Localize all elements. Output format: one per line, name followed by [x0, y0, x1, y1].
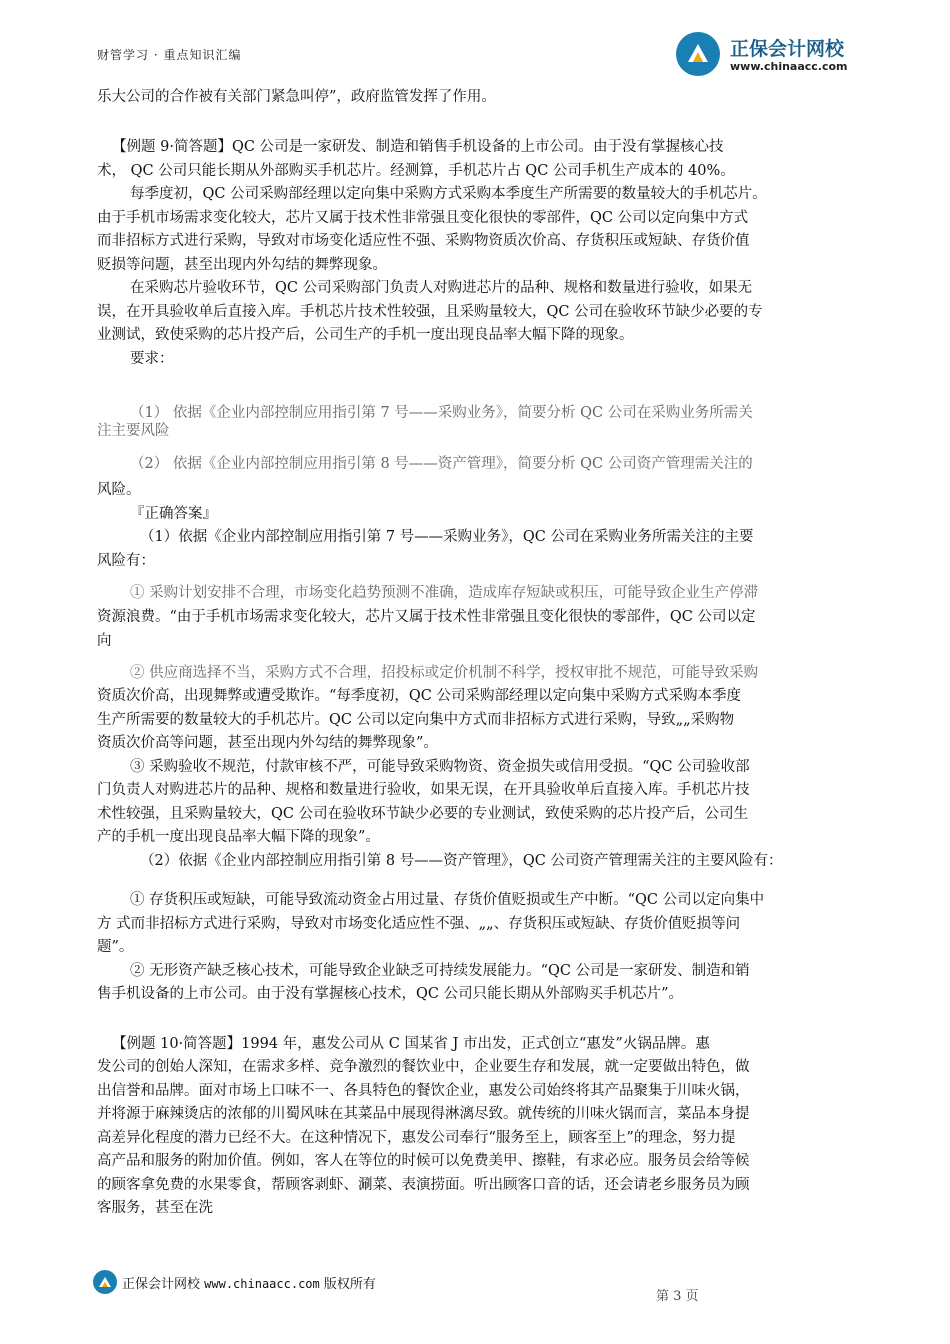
example-title-line: 【例题 9·简答题】QC 公司是一家研发、制造和销售手机设备的上市公司。由于没有掌握核心技 — [112, 139, 724, 155]
text-line: 客服务，甚至在洗 — [97, 1200, 213, 1216]
text-line: 生产所需要的数量较大的手机芯片。QC 公司以定向集中方式而非招标方式进行采购，导致„„采购物 — [97, 712, 735, 728]
footer-logo-icon — [93, 1270, 117, 1294]
text-line: 风险。 — [97, 482, 141, 498]
text-line: （1）依据《企业内部控制应用指引第 7 号——采购业务》，QC 公司在采购业务所需关注的主要 — [140, 529, 754, 545]
footer-brand: 正保会计网校 — [122, 1277, 201, 1292]
footer-site-link[interactable]: www.chinaacc.com — [204, 1277, 320, 1291]
site-logo[interactable] — [676, 30, 896, 80]
text-line-clipped: ② 供应商选择不当，采购方式不合理，招投标或定价机制不科学，授权审批不规范，可能导致采购 — [130, 665, 759, 681]
text-line: 贬损等问题，甚至出现内外勾结的舞弊现象。 — [97, 257, 387, 273]
text-line: 资源浪费。“由于手机市场需求变化较大，芯片又属于技术性非常强且变化很快的零部件，QC 公司以定 — [97, 609, 756, 625]
text-line: 高差异化程度的潜力已经不大。在这种情况下，惠发公司奉行“服务至上，顾客至上”的理念，努力提 — [97, 1130, 736, 1146]
text-line: 由于手机市场需求变化较大，芯片又属于技术性非常强且变化很快的零部件，QC 公司以定向集中方式 — [97, 210, 749, 226]
text-line: （2）依据《企业内部控制应用指引第 8 号——资产管理》，QC 公司资产管理需关注的主要风险有： — [140, 853, 783, 869]
requirement-label: 要求： — [130, 351, 174, 367]
text-line: 高产品和服务的附加价值。例如，客人在等位的时候可以免费美甲、擦鞋，有求必应。服务员会给等候 — [97, 1153, 750, 1169]
text-line-clipped: 向 — [97, 633, 112, 649]
text-line: 的顾客拿免费的水果零食，帮顾客剥虾、涮菜、表演捞面。听出顾客口音的话，还会请老乡服务员为顾 — [97, 1177, 750, 1193]
text-line: 售手机设备的上市公司。由于没有掌握核心技术，QC 公司只能长期从外部购买手机芯片”。 — [97, 986, 684, 1002]
footer-rights: 版权所有 — [323, 1277, 376, 1292]
footer-copyright — [122, 1273, 376, 1292]
text-line: 发公司的创始人深知，在需求多样、竞争激烈的餐饮业中，企业要生存和发展，就一定要做出特色，做 — [97, 1059, 750, 1075]
text-line: 资质次价高，出现舞弊或遭受欺诈。“每季度初，QC 公司采购部经理以定向集中采购方式采购本季度 — [97, 688, 742, 704]
text-line-clipped: （1） 依据《企业内部控制应用指引第 7 号——采购业务》，简要分析 QC 公司在采购业务所需关 — [130, 405, 753, 421]
text-line: 题”。 — [97, 939, 134, 955]
text-line-clipped: 注主要风险 — [97, 423, 170, 439]
text-line: ③ 采购验收不规范，付款审核不严，可能导致采购物资、资金损失或信用受损。“QC 公司验收部 — [130, 759, 750, 775]
text-line: ② 无形资产缺乏核心技术，可能导致企业缺乏可持续发展能力。“QC 公司是一家研发、制造和销 — [130, 963, 750, 979]
text-line: 每季度初，QC 公司采购部经理以定向集中采购方式采购本季度生产所需要的数量较大的手机芯片。 — [130, 186, 767, 202]
text-line: 方 式而非招标方式进行采购，导致对市场变化适应性不强、„„、存货积压或短缺、存货价值贬损等问 — [97, 916, 741, 932]
text-line: 产的手机一度出现良品率大幅下降的现象”。 — [97, 829, 380, 845]
text-line-clipped: ① 采购计划安排不合理，市场变化趋势预测不准确，造成库存短缺或积压，可能导致企业生产停滞 — [130, 585, 759, 601]
text-line-clipped: （2） 依据《企业内部控制应用指引第 8 号——资产管理》，简要分析 QC 公司资产管理需关注的 — [130, 456, 753, 472]
logo-brand-name: 正保会计网校 — [730, 38, 845, 60]
text-line: 资质次价高等问题，甚至出现内外勾结的舞弊现象”。 — [97, 735, 438, 751]
text-line: 在采购芯片验收环节，QC 公司采购部门负责人对购进芯片的品种、规格和数量进行验收，如果无 — [130, 280, 753, 296]
running-header: 财管学习 · 重点知识汇编 — [97, 48, 242, 62]
logo-emblem-icon — [676, 32, 720, 76]
text-line: 门负责人对购进芯片的品种、规格和数量进行验收，如果无误，在开具验收单后直接入库。手机芯片技 — [97, 782, 750, 798]
text-line: 乐大公司的合作被有关部门紧急叫停”，政府监管发挥了作用。 — [97, 89, 496, 105]
text-line: 而非招标方式进行采购，导致对市场变化适应性不强、采购物资质次价高、存货积压或短缺、存货价值 — [97, 233, 750, 249]
text-line-clipped: 风险有： — [97, 553, 155, 569]
logo-url: www.chinaacc.com — [730, 60, 848, 73]
text-line: ① 存货积压或短缺，可能导致流动资金占用过量、存货价值贬损或生产中断。“QC 公司以定向集中 — [130, 892, 765, 908]
text-line: 出信誉和品牌。面对市场上口味不一、各具特色的餐饮企业，惠发公司始终将其产品聚集于川味火锅， — [97, 1083, 750, 1099]
text-line: 术， QC 公司只能长期从外部购买手机芯片。经测算，手机芯片占 QC 公司手机生产成本的 40%。 — [97, 163, 735, 179]
text-line: 误，在开具验收单后直接入库。手机芯片技术性较强，且采购量较大，QC 公司在验收环节缺少必要的专 — [97, 304, 763, 320]
answer-heading: 『正确答案』 — [130, 506, 217, 522]
example-title-line: 【例题 10·简答题】1994 年，惠发公司从 C 国某省 J 市出发，正式创立“惠发”火锅品牌。惠 — [112, 1036, 710, 1052]
text-line: 业测试，致使采购的芯片投产后，公司生产的手机一度出现良品率大幅下降的现象。 — [97, 327, 634, 343]
text-line: 术性较强，且采购量较大，QC 公司在验收环节缺少必要的专业测试，致使采购的芯片投产后，公司生 — [97, 806, 749, 822]
page-number: 第 3 页 — [656, 1289, 699, 1304]
text-line: 并将源于麻辣烫店的浓郁的川蜀风味在其菜品中展现得淋漓尽致。就传统的川味火锅而言，菜品本身提 — [97, 1106, 750, 1122]
